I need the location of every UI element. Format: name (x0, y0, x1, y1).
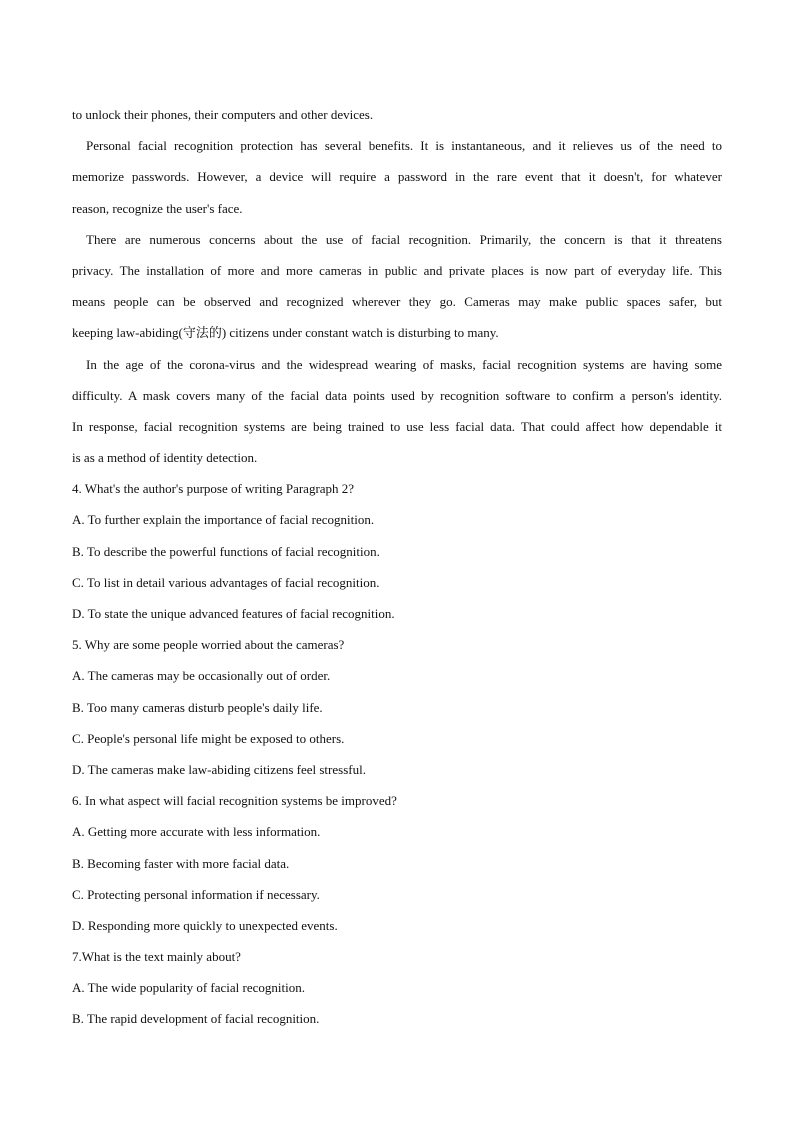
question-7-option-b: B. The rapid development of facial recognition. (72, 1011, 320, 1027)
question-4-option-a: A. To further explain the importance of facial recognition. (72, 512, 375, 528)
question-6-option-d: D. Responding more quickly to unexpected events. (72, 917, 338, 933)
paragraph-2-line: memorize passwords. However, a device will require a password in the rare event that it doesn't, for whatever (72, 169, 722, 185)
paragraph-3-line: There are numerous concerns about the use of facial recognition. Primarily, the concern is that it threatens (86, 231, 722, 247)
paragraph-3-line: keeping law-abiding(守法的) citizens under constant watch is disturbing to many. (72, 325, 499, 341)
paragraph-4-line: In response, facial recognition systems are being trained to use less facial data. That could affect how dependable it (72, 418, 722, 434)
question-4-option-c: C. To list in detail various advantages of facial recognition. (72, 574, 380, 590)
paragraph-1-line: to unlock their phones, their computers and other devices. (72, 107, 374, 122)
paragraph-4-line: In the age of the corona-virus and the widespread wearing of masks, facial recognition systems are having some (86, 356, 722, 372)
paragraph-3-line: means people can be observed and recognized wherever they go. Cameras may make public spaces safer, but (72, 294, 722, 310)
question-7-stem: 7.What is the text mainly about? (72, 949, 241, 965)
paragraph-4-line: difficulty. A mask covers many of the facial data points used by recognition software to confirm a person's identity. (72, 387, 722, 403)
question-4-option-b: B. To describe the powerful functions of facial recognition. (72, 543, 380, 559)
question-6-option-b: B. Becoming faster with more facial data. (72, 855, 290, 871)
document-page (72, 99, 722, 1035)
paragraph-4-line: is as a method of identity detection. (72, 450, 258, 466)
question-6-option-c: C. Protecting personal information if necessary. (72, 886, 320, 902)
paragraph-2-line: reason, recognize the user's face. (72, 200, 243, 216)
question-6-option-a: A. Getting more accurate with less information. (72, 824, 321, 840)
question-7-option-a: A. The wide popularity of facial recognition. (72, 980, 305, 996)
question-5-stem: 5. Why are some people worried about the cameras? (72, 637, 345, 653)
question-4-option-d: D. To state the unique advanced features of facial recognition. (72, 606, 395, 621)
question-6-stem: 6. In what aspect will facial recognition systems be improved? (72, 793, 397, 809)
paragraph-3-line: privacy. The installation of more and more cameras in public and private places is now part of everyday life. This (72, 262, 722, 278)
question-5-option-b: B. Too many cameras disturb people's daily life. (72, 699, 323, 715)
paragraph-2-line: Personal facial recognition protection has several benefits. It is instantaneous, and it relieves us of the need to (86, 138, 722, 154)
question-5-option-d: D. The cameras make law-abiding citizens feel stressful. (72, 761, 366, 777)
question-5-option-a: A. The cameras may be occasionally out of order. (72, 668, 331, 684)
question-4-stem: 4. What's the author's purpose of writing Paragraph 2? (72, 481, 355, 497)
question-5-option-c: C. People's personal life might be exposed to others. (72, 730, 345, 746)
